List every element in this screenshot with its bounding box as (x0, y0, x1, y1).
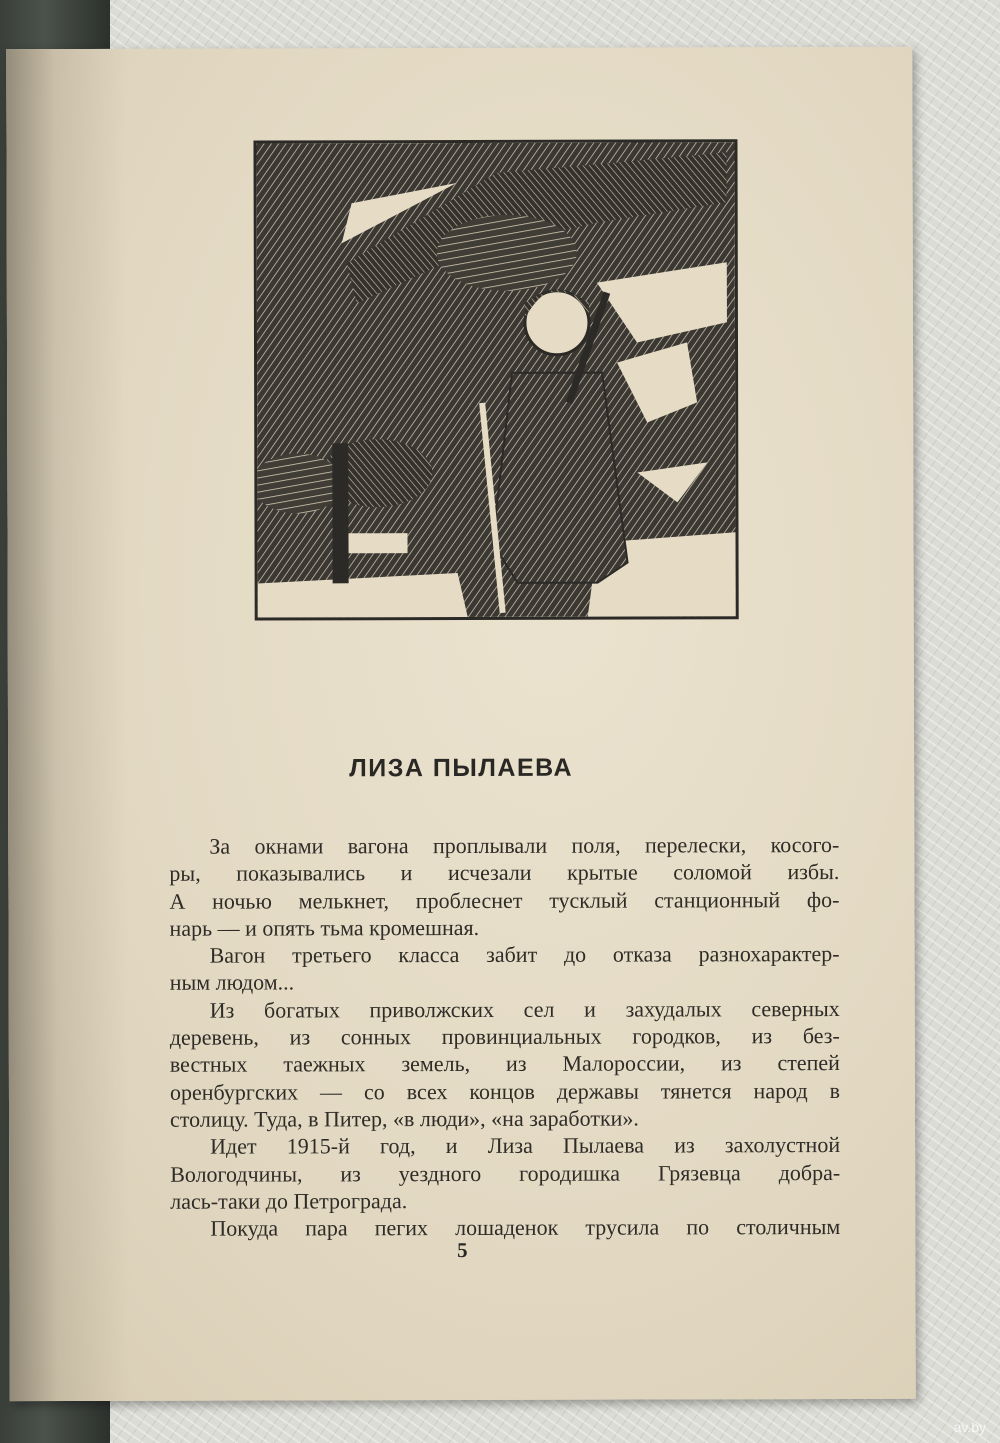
text-line: ры, показывались и исчезали крытые соломой избы. (169, 859, 840, 887)
text-line: А ночью мелькнет, проблеснет тусклый станционный фо- (169, 886, 840, 914)
text-line: ным людом... (169, 969, 295, 996)
text-line: Вагон третьего класса забит до отказа разнохарактер- (209, 941, 840, 968)
text-line: Из богатых приволжских сел и захудалых северных (209, 995, 840, 1023)
text-line: За окнами вагона проплывали поля, перелески, косого- (209, 832, 840, 859)
page-gutter-shadow (6, 49, 130, 1401)
text-line: Идет 1915-й год, и Лиза Пылаева из захолустной (210, 1132, 841, 1159)
text-line: вестных таежных земель, из Малороссии, из степей (169, 1050, 840, 1078)
text-line: деревень, из сонных провинциальных городков, из без- (169, 1023, 840, 1050)
text-line: столицу. Туда, в Питер, «в люди», «на заработки». (170, 1105, 639, 1132)
text-line: лась-таки до Петрограда. (170, 1188, 408, 1214)
book-page (6, 47, 916, 1401)
text-line: нарь — и опять тьма кромешная. (169, 914, 480, 941)
page-number: 5 (457, 1237, 468, 1263)
text-line: Вологодчины, из уездного городишка Грязевца добра- (170, 1159, 841, 1187)
text-line: оренбургских — со всех концов державы тянется народ в (169, 1077, 840, 1105)
woodcut-illustration (253, 139, 738, 620)
text-line: Покуда пара пегих лошаденок трусила по столичным (210, 1214, 841, 1241)
watermark: av.by (953, 1419, 986, 1435)
body-text (169, 831, 840, 1242)
chapter-title: ЛИЗА ПЫЛАЕВА (349, 753, 574, 783)
